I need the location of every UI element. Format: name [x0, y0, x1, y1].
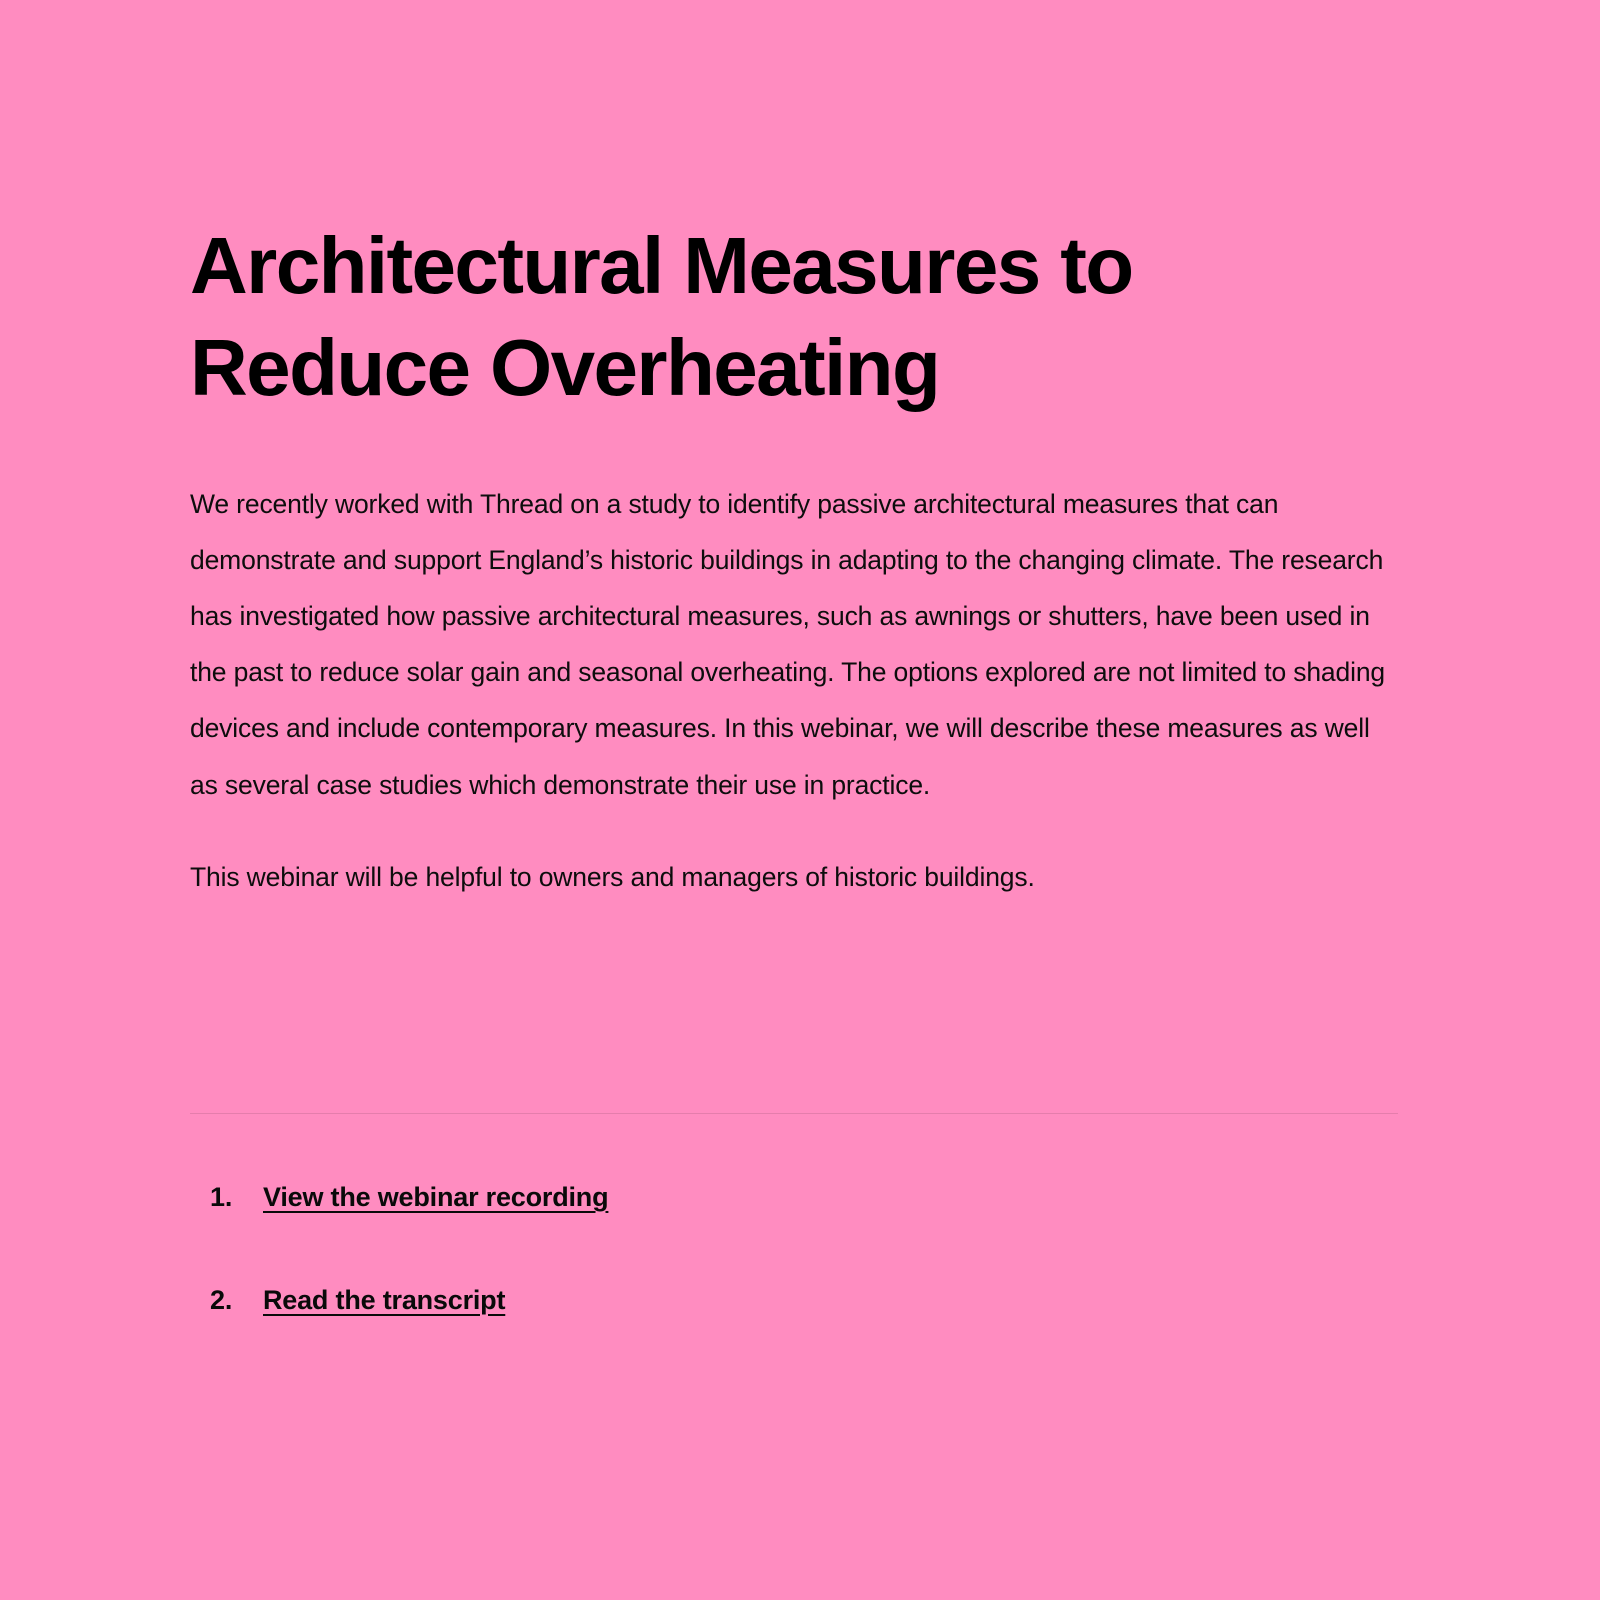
page-title: Architectural Measures to Reduce Overheating	[190, 221, 1133, 413]
list-item	[218, 1180, 1428, 1215]
link-view-webinar-recording[interactable]: View the webinar recording	[263, 1182, 609, 1212]
article-content	[190, 215, 1400, 905]
list-item	[218, 1283, 1428, 1318]
audience-paragraph: This webinar will be helpful to owners and managers of historic buildings.	[190, 861, 1035, 892]
section-divider	[190, 1113, 1398, 1114]
intro-paragraph: We recently worked with Thread on a study to identify passive architectural measures that can demonstrate and support England’s historic buildings in adapting to the changing climate. The research has investigated how passive architectural measures, such as awnings or shutters, have been used in the past to reduce solar gain and seasonal overheating. The options explored are not limited to shading devices and include contemporary measures. In this webinar, we will describe these measures as well as several case studies which demonstrate their use in practice.	[190, 488, 1386, 800]
link-read-transcript[interactable]: Read the transcript	[263, 1285, 506, 1316]
resource-link-list	[190, 1180, 1428, 1386]
